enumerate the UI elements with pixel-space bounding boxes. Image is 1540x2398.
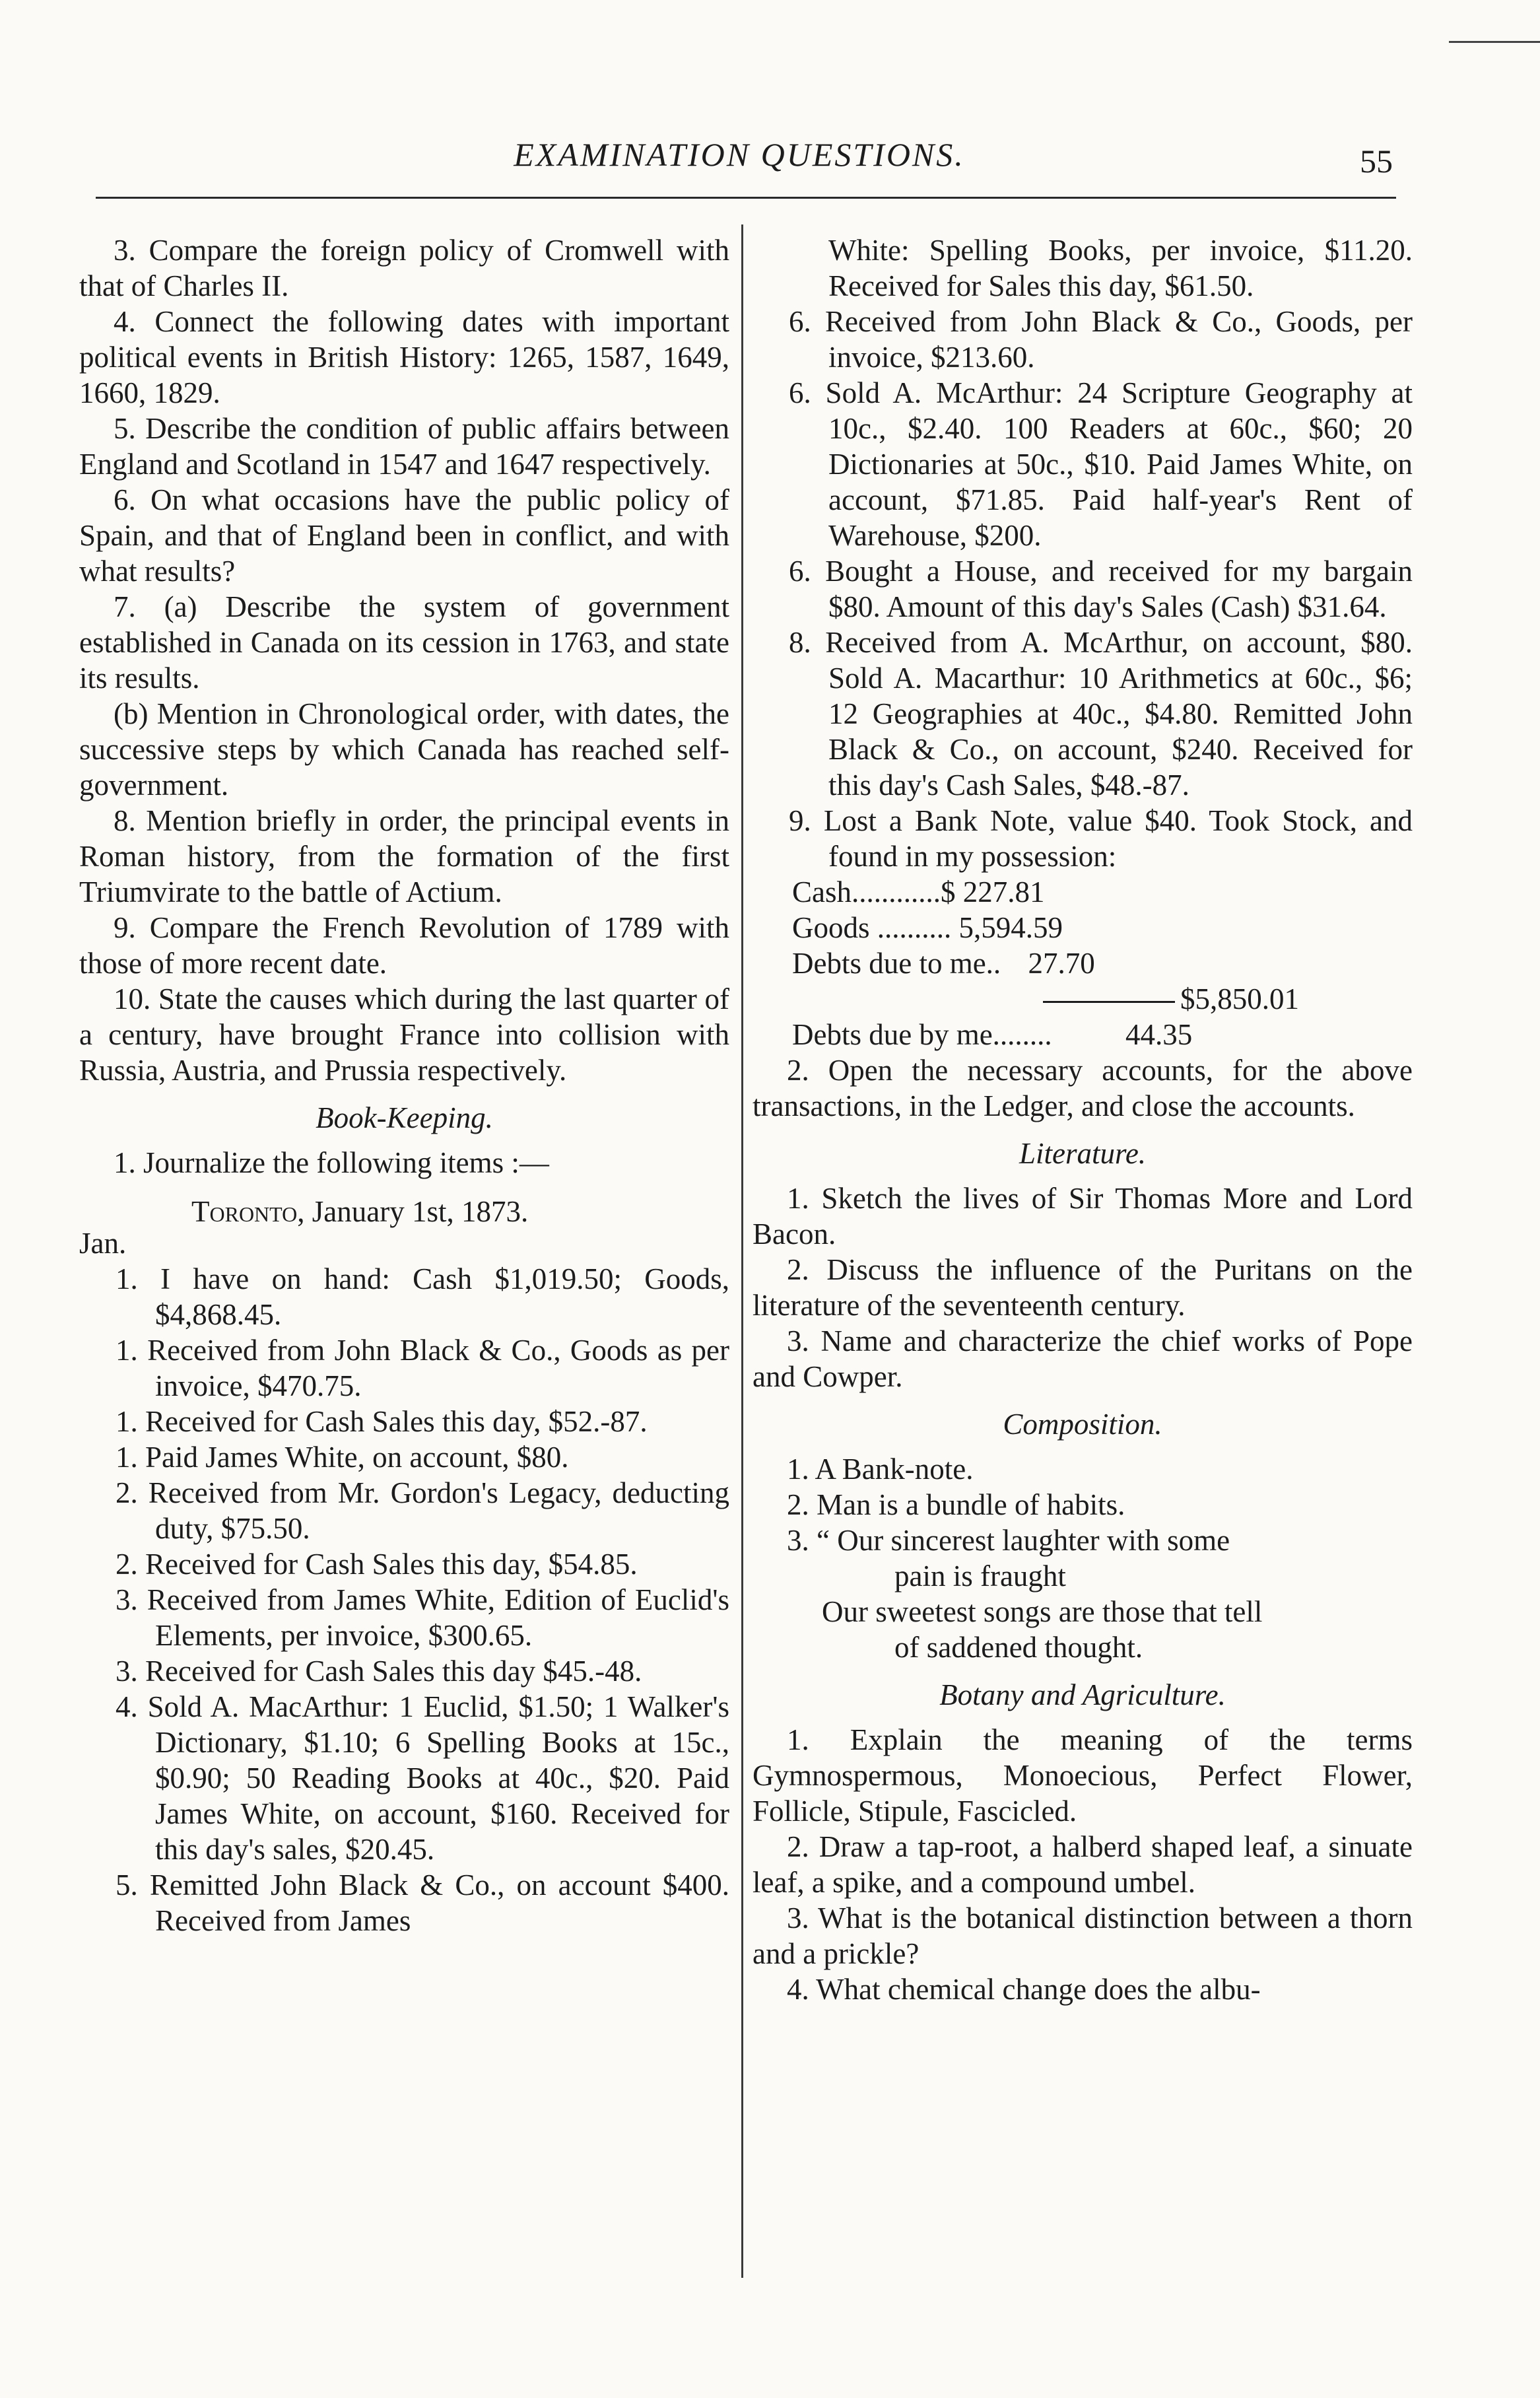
- page-number: 55: [1360, 143, 1393, 180]
- composition-topic: 3. “ Our sincerest laughter with some: [787, 1524, 1230, 1557]
- botany-question: 2. Draw a tap-root, a halberd shaped leaf, a sinuate leaf, a spike, and a compound umbel.: [753, 1830, 1413, 1899]
- journal-entry: 1. Paid James White, on account, $80.: [116, 1441, 569, 1474]
- bookkeeping-heading: Book-Keeping.: [316, 1101, 493, 1134]
- history-question: 3. Compare the foreign policy of Cromwell with that of Charles II.: [79, 234, 729, 302]
- history-question: 7. (a) Describe the system of government established in Canada on its cession in 1763, and state its results.: [79, 590, 729, 695]
- journal-entry: 2. Received for Cash Sales this day, $54.85.: [116, 1548, 638, 1581]
- stock-row-goods: [792, 910, 1413, 945]
- history-question: 10. State the causes which during the last quarter of a century, have brought France into collision with Russia, Austria, and Prussia respectively.: [79, 982, 729, 1087]
- history-question: 9. Compare the French Revolution of 1789 with those of more recent date.: [79, 911, 729, 980]
- journalize-instruction: 1. Journalize the following items :—: [114, 1146, 549, 1179]
- stock-value: 44.35: [1125, 1018, 1193, 1051]
- place-name: Toronto: [191, 1195, 298, 1228]
- stock-value: 5,594.59: [958, 911, 1063, 944]
- composition-topic: 2. Man is a bundle of habits.: [787, 1488, 1125, 1521]
- botany-question: 1. Explain the meaning of the terms Gymnospermous, Monoecious, Perfect Flower, Follicle, Stipule, Fascicled.: [753, 1723, 1413, 1828]
- column-divider: [741, 224, 743, 2278]
- corner-rule: [1449, 41, 1540, 43]
- poem-line: Our sweetest songs are those that tell: [822, 1595, 1263, 1628]
- ledger-instruction: 2. Open the necessary accounts, for the above transactions, in the Ledger, and close the accounts.: [753, 1054, 1413, 1122]
- total-rule: [1043, 1001, 1175, 1003]
- journal-entry: 6. Received from John Black & Co., Goods, per invoice, $213.60.: [789, 305, 1413, 374]
- botany-question: 4. What chemical change does the albu-: [787, 1973, 1261, 2006]
- stock-label: Debts due by me........: [792, 1018, 1052, 1051]
- journal-entry: 4. Sold A. MacArthur: 1 Euclid, $1.50; 1 Walker's Dictionary, $1.10; 6 Spelling Books at 15c., $0.90; 50 Reading Books at 40c., $20. Paid James White, on account, $160. Received for this day's sales, $20.45.: [116, 1690, 729, 1866]
- botany-question: 3. What is the botanical distinction between a thorn and a prickle?: [753, 1901, 1413, 1970]
- journal-entry: 1. Received for Cash Sales this day, $52.-87.: [116, 1405, 648, 1438]
- stock-row-debts-by: [792, 1017, 1413, 1052]
- history-question: 8. Mention briefly in order, the principal events in Roman history, from the formation of the first Triumvirate to the battle of Actium.: [79, 804, 729, 908]
- journal-entry: 1. Received from John Black & Co., Goods as per invoice, $470.75.: [116, 1334, 729, 1402]
- stock-row-debts: [792, 945, 1413, 981]
- right-column: [753, 232, 1413, 2007]
- literature-heading: Literature.: [1019, 1137, 1147, 1170]
- composition-topic: 1. A Bank-note.: [787, 1453, 974, 1486]
- history-question: 5. Describe the condition of public affairs between England and Scotland in 1547 and 1647 respectively.: [79, 412, 729, 481]
- composition-heading: Composition.: [1003, 1408, 1162, 1441]
- place-date: [79, 1194, 729, 1229]
- stock-row-cash: [792, 874, 1413, 910]
- history-question: (b) Mention in Chronological order, with dates, the successive steps by which Canada has reached self-government.: [79, 697, 729, 802]
- stock-list: [753, 874, 1413, 1052]
- journal-entry: 1. I have on hand: Cash $1,019.50; Goods, $4,868.45.: [116, 1262, 729, 1331]
- month-label: Jan.: [79, 1227, 127, 1260]
- literature-question: 1. Sketch the lives of Sir Thomas More and Lord Bacon.: [753, 1182, 1413, 1250]
- poem-line: of saddened thought.: [894, 1631, 1143, 1664]
- running-header-title: EXAMINATION QUESTIONS.: [514, 136, 965, 173]
- stock-label: Debts due to me..: [792, 947, 1001, 980]
- poem-line: pain is fraught: [894, 1559, 1066, 1593]
- literature-question: 3. Name and characterize the chief works of Pope and Cowper.: [753, 1324, 1413, 1393]
- stock-total-row: [792, 981, 1413, 1017]
- stock-value: 27.70: [1028, 947, 1095, 980]
- journal-entry: 8. Received from A. McArthur, on account, $80. Sold A. Macarthur: 10 Arithmetics at 60c., $6; 12 Geographies at 40c., $4.80. Remitted John Black & Co., on account, $240. Received for this day's Cash Sales, $48.-87.: [789, 626, 1413, 802]
- journal-entry: 6. Bought a House, and received for my bargain $80. Amount of this day's Sales (Cash) $31.64.: [789, 555, 1413, 623]
- journal-entry: 2. Received from Mr. Gordon's Legacy, deducting duty, $75.50.: [116, 1476, 729, 1545]
- journal-entry: 3. Received from James White, Edition of Euclid's Elements, per invoice, $300.65.: [116, 1583, 729, 1652]
- journal-entry: 6. Sold A. McArthur: 24 Scripture Geography at 10c., $2.40. 100 Readers at 60c., $60; 20 Dictionaries at 50c., $10. Paid James White, on account, $71.85. Paid half-year's Rent of Warehouse, $200.: [789, 376, 1413, 552]
- journal-entry: 5. Remitted John Black & Co., on account $400. Received from James: [116, 1868, 729, 1937]
- literature-question: 2. Discuss the influence of the Puritans on the literature of the seventeenth century.: [753, 1253, 1413, 1322]
- journal-entry: 9. Lost a Bank Note, value $40. Took Stock, and found in my possession:: [789, 804, 1413, 873]
- history-question: 6. On what occasions have the public policy of Spain, and that of England been in conflict, and with what results?: [79, 483, 729, 588]
- botany-heading: Botany and Agriculture.: [939, 1678, 1226, 1711]
- journal-entry: 3. Received for Cash Sales this day $45.-48.: [116, 1655, 642, 1688]
- left-column: [79, 232, 729, 1938]
- stock-value: $ 227.81: [941, 875, 1045, 908]
- journal-entry: White: Spelling Books, per invoice, $11.20. Received for Sales this day, $61.50.: [828, 234, 1413, 302]
- stock-label: Cash............: [792, 875, 941, 908]
- stock-total: $5,850.01: [1180, 982, 1299, 1015]
- history-question: 4. Connect the following dates with important political events in British History: 1265, 1587, 1649, 1660, 1829.: [79, 305, 729, 409]
- date-text: , January 1st, 1873.: [297, 1195, 529, 1228]
- stock-label: Goods ..........: [792, 911, 952, 944]
- header-rule: [96, 197, 1396, 199]
